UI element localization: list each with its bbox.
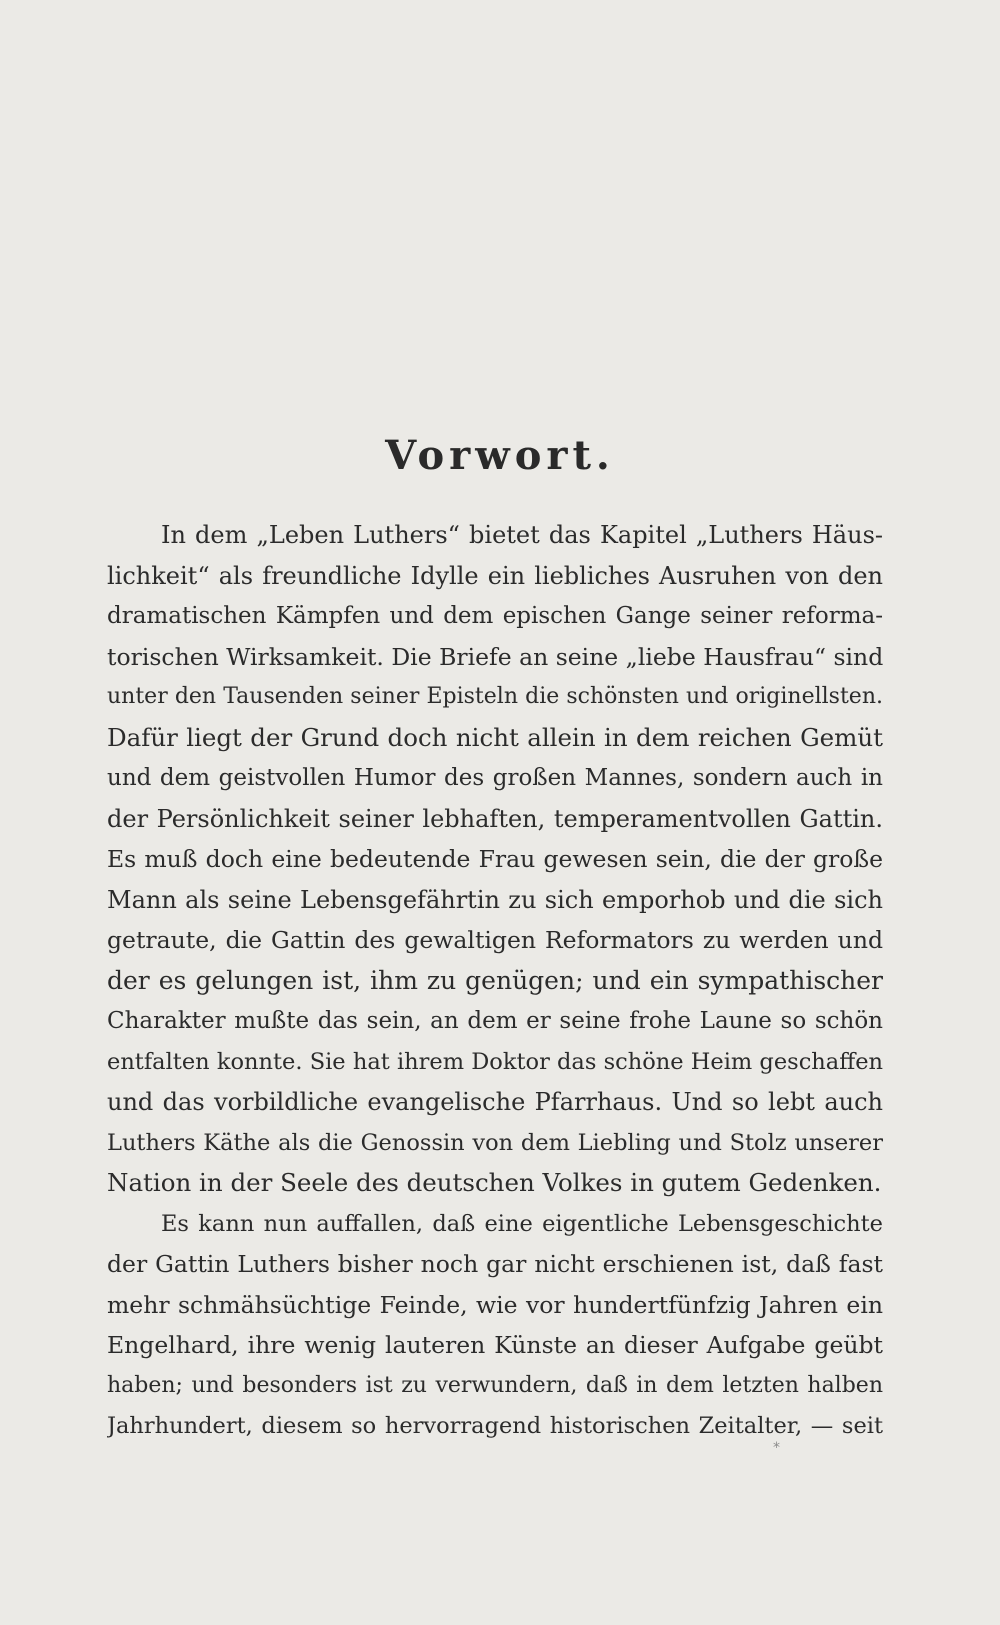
text-line: der Persönlichkeit seiner lebhaften, temperamentvollen Gattin.	[107, 804, 883, 833]
text-line: der Gattin Luthers bisher noch gar nicht erschienen ist, daß fast	[107, 1250, 883, 1278]
text-line: und das vorbildliche evangelische Pfarrhaus. Und so lebt auch	[107, 1088, 883, 1116]
text-line: torischen Wirksamkeit. Die Briefe an seine „liebe Hausfrau“ sind	[107, 642, 883, 671]
text-line: lichkeit“ als freundliche Idylle ein liebliches Ausruhen von den	[107, 561, 883, 590]
text-line: Dafür liegt der Grund doch nicht allein in dem reichen Gemüt	[107, 722, 883, 752]
body-text	[107, 515, 883, 1447]
text-line: Charakter mußte das sein, an dem er seine frohe Laune so schön	[107, 1008, 883, 1034]
text-line: haben; und besonders ist zu verwundern, daß in dem letzten halben	[107, 1372, 883, 1398]
page-title: Vorwort.	[385, 432, 615, 479]
text-line: Engelhard, ihre wenig lauteren Künste an dieser Aufgabe geübt	[107, 1331, 883, 1359]
text-line: Mann als seine Lebensgefährtin zu sich emporhob und die sich	[107, 885, 883, 914]
text-line: dramatischen Kämpfen und dem epischen Gange seiner reforma-	[107, 603, 883, 629]
text-line: entfalten konnte. Sie hat ihrem Doktor das schöne Heim geschaffen	[107, 1048, 883, 1075]
text-line: Jahrhundert, diesem so hervorragend historischen Zeitalter, — seit	[107, 1413, 883, 1439]
text-line: In dem „Leben Luthers“ bietet das Kapitel „Luthers Häus-	[161, 521, 883, 549]
text-line: unter den Tausenden seiner Episteln die schönsten und originellsten.	[107, 684, 883, 709]
text-line: getraute, die Gattin des gewaltigen Reformators zu werden und	[107, 926, 883, 954]
text-line: Es muß doch eine bedeutende Frau gewesen sein, die der große	[107, 845, 883, 873]
text-line: Luthers Käthe als die Genossin von dem Liebling und Stolz unserer	[107, 1129, 883, 1156]
text-line: Es kann nun auffallen, daß eine eigentliche Lebensgeschichte	[161, 1210, 883, 1237]
text-line: der es gelungen ist, ihm zu genügen; und ein sympathischer	[107, 965, 883, 995]
text-line: und dem geistvollen Humor des großen Mannes, sondern auch in	[107, 765, 883, 791]
footnote-mark: *	[773, 1440, 780, 1456]
text-line: Nation in der Seele des deutschen Volkes in gutem Gedenken.	[107, 1168, 882, 1197]
text-line: mehr schmähsüchtige Feinde, wie vor hundertfünfzig Jahren ein	[107, 1290, 883, 1319]
